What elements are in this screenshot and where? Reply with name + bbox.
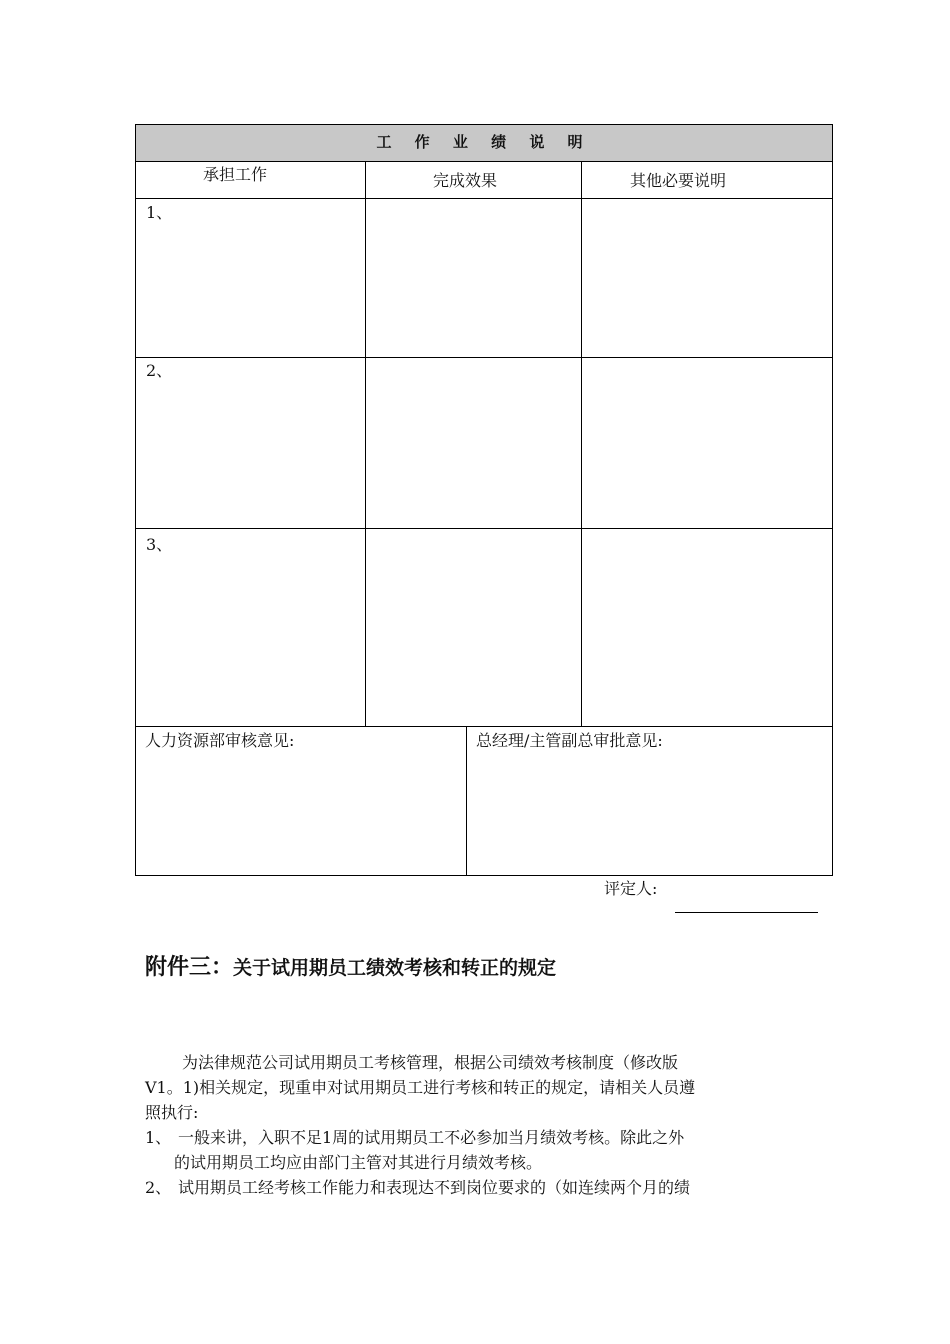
table-border-right — [832, 124, 833, 876]
evaluator-signature-line — [675, 912, 818, 913]
gm-opinion-label: 总经理/主管副总审批意见: — [476, 731, 663, 750]
table-divider — [135, 528, 833, 529]
list-item-line: 的试用期员工均应由部门主管对其进行月绩效考核。 — [174, 1153, 543, 1172]
appendix-heading-text: 关于试用期员工绩效考核和转正的规定 — [233, 957, 557, 979]
row-number: 2、 — [146, 361, 173, 380]
column-header-task: 承担工作 — [203, 165, 268, 184]
list-item-line: 一般来讲，入职不足1周的试用期员工不必参加当月绩效考核。除此之外 — [178, 1128, 685, 1147]
paragraph-line: 为法律规范公司试用期员工考核管理，根据公司绩效考核制度（修改版 — [182, 1053, 679, 1072]
table-divider — [581, 161, 582, 727]
table-border-left — [135, 124, 136, 876]
table-divider — [135, 726, 833, 727]
table-title: 工 作 业 绩 说 明 — [376, 133, 592, 151]
column-header-result: 完成效果 — [433, 171, 498, 190]
table-border-bottom — [135, 875, 833, 876]
paragraph-line: V1。1)相关规定，现重申对试用期员工进行考核和转正的规定，请相关人员遵 — [145, 1078, 696, 1097]
table-divider — [135, 198, 833, 199]
column-header-notes: 其他必要说明 — [630, 171, 727, 190]
table-divider — [365, 161, 366, 727]
list-item-number: 1、 — [145, 1128, 172, 1147]
appendix-heading-prefix: 附件三： — [145, 955, 234, 980]
table-divider — [135, 161, 833, 162]
paragraph-line: 照执行: — [145, 1103, 199, 1122]
table-divider — [135, 357, 833, 358]
list-item-number: 2、 — [145, 1178, 172, 1197]
list-item-line: 试用期员工经考核工作能力和表现达不到岗位要求的（如连续两个月的绩 — [178, 1178, 691, 1197]
hr-opinion-label: 人力资源部审核意见: — [145, 731, 295, 750]
row-number: 1、 — [146, 203, 173, 222]
evaluator-label: 评定人: — [604, 879, 658, 898]
row-number: 3、 — [146, 535, 173, 554]
appendix-heading — [145, 950, 556, 981]
table-border-top — [135, 124, 833, 125]
table-divider — [466, 726, 467, 876]
